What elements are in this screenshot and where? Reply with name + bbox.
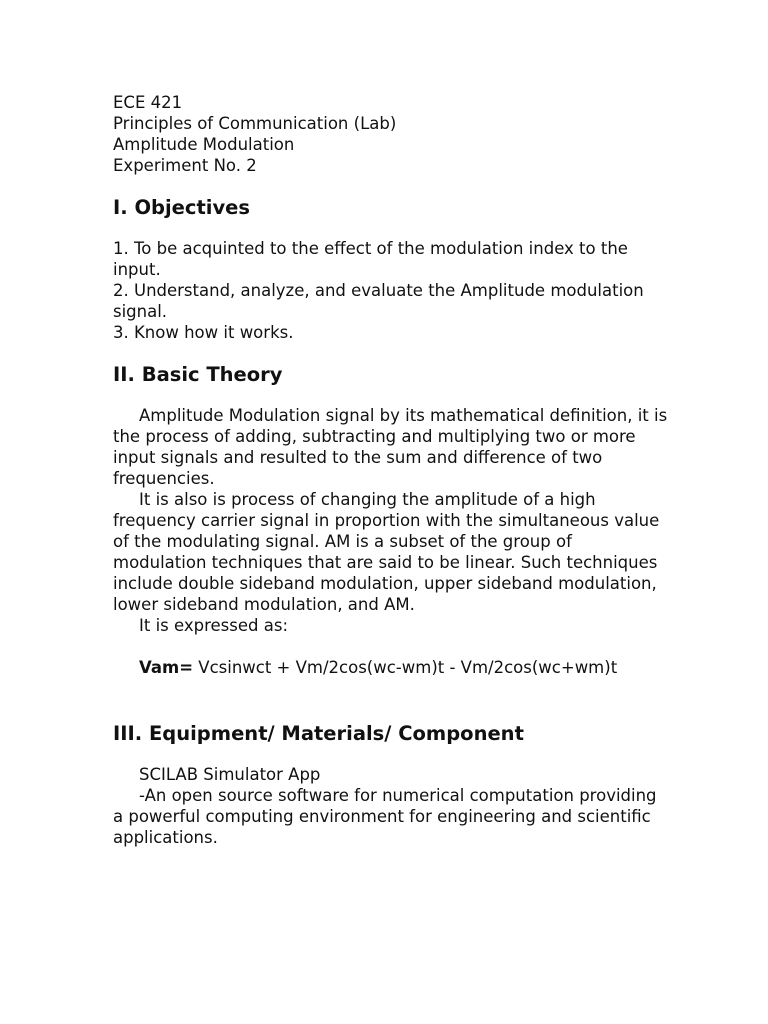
objective-item: 1. To be acquinted to the effect of the modulation index to the input. bbox=[113, 239, 628, 279]
objective-item: 2. Understand, analyze, and evaluate the Amplitude modulation signal. bbox=[113, 281, 644, 321]
objectives-heading: I. Objectives bbox=[113, 196, 251, 219]
theory-heading: II. Basic Theory bbox=[113, 363, 283, 386]
theory-section bbox=[113, 363, 668, 678]
formula-label: Vam= bbox=[139, 658, 194, 677]
theory-body bbox=[113, 405, 668, 678]
experiment-number: Experiment No. 2 bbox=[113, 156, 257, 175]
equipment-name: SCILAB Simulator App bbox=[139, 765, 321, 784]
equipment-body bbox=[113, 764, 668, 848]
theory-paragraph: It is expressed as: bbox=[139, 616, 289, 635]
equipment-description: -An open source software for numerical computation providing a powerful computing environment for engineering and scientific applications. bbox=[113, 786, 657, 847]
objective-item: 3. Know how it works. bbox=[113, 323, 294, 342]
course-title: Principles of Communication (Lab) bbox=[113, 114, 397, 133]
theory-paragraph: It is also is process of changing the amplitude of a high frequency carrier signal in proportion with the simultaneous value of the modulating signal. AM is a subset of the group of modulation techniques that are said to be linear. Such techniques include double sideband modulation, upper sideband modulation, lower sideband modulation, and AM. bbox=[113, 490, 660, 614]
course-code: ECE 421 bbox=[113, 93, 183, 112]
am-formula bbox=[113, 657, 668, 678]
theory-paragraph: Amplitude Modulation signal by its mathematical definition, it is the process of adding, subtracting and multiplying two or more input signals and resulted to the sum and difference of two frequencies. bbox=[113, 406, 668, 488]
objectives-section bbox=[113, 196, 668, 343]
document-header bbox=[113, 92, 668, 176]
objectives-list bbox=[113, 238, 668, 343]
equipment-section bbox=[113, 722, 668, 848]
topic-title: Amplitude Modulation bbox=[113, 135, 295, 154]
formula-expression: Vcsinwct + Vm/2cos(wc-wm)t - Vm/2cos(wc+wm)t bbox=[193, 658, 618, 677]
equipment-heading: III. Equipment/ Materials/ Component bbox=[113, 722, 524, 745]
